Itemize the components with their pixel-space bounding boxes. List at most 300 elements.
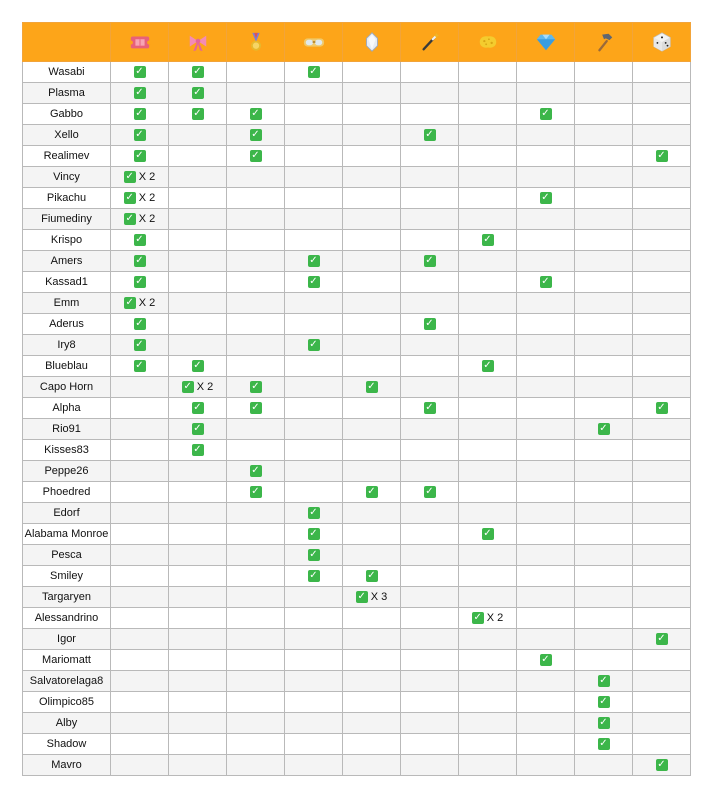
table-cell	[285, 293, 343, 314]
table-cell	[575, 482, 633, 503]
table-cell	[401, 209, 459, 230]
table-cell	[633, 608, 691, 629]
table-cell	[169, 524, 227, 545]
check-icon	[656, 402, 668, 414]
table-cell	[633, 629, 691, 650]
table-row	[23, 83, 691, 104]
table-row	[23, 104, 691, 125]
table-cell	[111, 755, 169, 776]
check-icon	[598, 738, 610, 750]
table-cell	[575, 167, 633, 188]
table-cell	[575, 125, 633, 146]
table-cell	[111, 104, 169, 125]
table-cell	[517, 440, 575, 461]
medal-icon	[227, 23, 285, 62]
check-icon	[482, 360, 494, 372]
table-cell	[575, 650, 633, 671]
check-icon	[182, 381, 194, 393]
table-row	[23, 419, 691, 440]
check-icon	[250, 486, 262, 498]
table-cell	[459, 566, 517, 587]
table-cell	[285, 251, 343, 272]
table-cell	[517, 293, 575, 314]
check-icon	[366, 381, 378, 393]
table-cell	[517, 62, 575, 83]
table-cell	[633, 503, 691, 524]
table-cell	[227, 188, 285, 209]
player-name: Shadow	[23, 734, 111, 755]
table-cell	[633, 251, 691, 272]
player-name: Wasabi	[23, 62, 111, 83]
table-cell	[575, 314, 633, 335]
table-cell	[343, 734, 401, 755]
table-cell	[575, 755, 633, 776]
player-name: Alabama Monroe	[23, 524, 111, 545]
check-icon	[192, 444, 204, 456]
table-cell	[343, 230, 401, 251]
table-cell	[111, 461, 169, 482]
table-cell	[227, 440, 285, 461]
table-cell	[633, 461, 691, 482]
table-row	[23, 251, 691, 272]
table-cell	[169, 629, 227, 650]
check-icon	[540, 654, 552, 666]
gem-icon	[517, 23, 575, 62]
table-cell	[227, 650, 285, 671]
table-cell	[517, 146, 575, 167]
table-cell	[401, 293, 459, 314]
table-cell	[401, 272, 459, 293]
table-row	[23, 608, 691, 629]
table-cell	[459, 503, 517, 524]
player-name: Pesca	[23, 545, 111, 566]
table-cell	[343, 440, 401, 461]
table-cell	[517, 356, 575, 377]
check-icon	[424, 486, 436, 498]
table-cell	[517, 125, 575, 146]
table-cell	[343, 587, 401, 608]
table-cell	[111, 545, 169, 566]
table-cell	[227, 167, 285, 188]
check-icon	[366, 486, 378, 498]
player-name: Rio91	[23, 419, 111, 440]
table-cell	[633, 587, 691, 608]
table-cell	[169, 566, 227, 587]
goggles-icon	[285, 23, 343, 62]
player-name: Capo Horn	[23, 377, 111, 398]
table-cell	[633, 377, 691, 398]
table-cell	[285, 692, 343, 713]
table-cell	[169, 503, 227, 524]
table-cell	[111, 356, 169, 377]
table-cell	[111, 587, 169, 608]
player-name: Pikachu	[23, 188, 111, 209]
table-cell	[459, 251, 517, 272]
table-cell	[575, 104, 633, 125]
table-cell	[459, 335, 517, 356]
check-icon	[598, 423, 610, 435]
table-cell	[227, 83, 285, 104]
header-row	[23, 23, 691, 62]
table-cell	[459, 734, 517, 755]
table-row	[23, 524, 691, 545]
table-cell	[111, 398, 169, 419]
table-cell	[111, 692, 169, 713]
table-row	[23, 629, 691, 650]
table-row	[23, 167, 691, 188]
table-cell	[401, 440, 459, 461]
table-cell	[111, 419, 169, 440]
table-cell	[401, 356, 459, 377]
table-cell	[285, 188, 343, 209]
check-icon	[598, 717, 610, 729]
table-cell	[575, 335, 633, 356]
table-cell	[575, 461, 633, 482]
check-icon	[124, 171, 136, 183]
table-row	[23, 461, 691, 482]
check-icon	[482, 528, 494, 540]
table-cell	[459, 524, 517, 545]
table-cell	[111, 230, 169, 251]
table-cell	[227, 104, 285, 125]
table-cell	[459, 755, 517, 776]
player-name: Xello	[23, 125, 111, 146]
table-cell	[633, 734, 691, 755]
table-cell	[401, 524, 459, 545]
table-cell	[343, 83, 401, 104]
table-cell	[575, 503, 633, 524]
player-name: Phoedred	[23, 482, 111, 503]
table-cell	[343, 503, 401, 524]
table-cell	[459, 692, 517, 713]
table-cell	[517, 755, 575, 776]
table-cell	[401, 377, 459, 398]
table-cell	[575, 713, 633, 734]
table-cell	[227, 734, 285, 755]
player-name: Smiley	[23, 566, 111, 587]
player-name: Krispo	[23, 230, 111, 251]
table-cell	[285, 167, 343, 188]
table-cell	[169, 713, 227, 734]
table-cell	[285, 755, 343, 776]
table-cell	[633, 356, 691, 377]
table-cell	[633, 62, 691, 83]
table-cell	[401, 167, 459, 188]
table-cell	[111, 146, 169, 167]
table-cell	[401, 146, 459, 167]
table-cell	[575, 608, 633, 629]
table-cell	[227, 503, 285, 524]
multiplier-text: X 2	[138, 213, 156, 226]
table-cell	[169, 398, 227, 419]
table-cell	[633, 482, 691, 503]
table-row	[23, 713, 691, 734]
table-cell	[285, 209, 343, 230]
table-cell	[575, 419, 633, 440]
table-cell	[285, 587, 343, 608]
table-cell	[227, 671, 285, 692]
check-icon	[424, 129, 436, 141]
table-cell	[285, 272, 343, 293]
table-cell	[401, 692, 459, 713]
table-cell	[401, 755, 459, 776]
table-cell	[633, 692, 691, 713]
table-cell	[401, 104, 459, 125]
table-cell	[401, 545, 459, 566]
table-cell	[227, 209, 285, 230]
check-icon	[424, 402, 436, 414]
table-cell	[227, 230, 285, 251]
check-icon	[424, 318, 436, 330]
table-cell	[343, 335, 401, 356]
table-cell	[285, 608, 343, 629]
table-cell	[285, 356, 343, 377]
table-cell	[227, 482, 285, 503]
check-icon	[250, 108, 262, 120]
table-cell	[459, 83, 517, 104]
table-cell	[343, 167, 401, 188]
table-cell	[575, 524, 633, 545]
check-icon	[124, 192, 136, 204]
check-icon	[134, 66, 146, 78]
table-cell	[343, 545, 401, 566]
check-icon	[540, 108, 552, 120]
player-name: Aderus	[23, 314, 111, 335]
table-cell	[633, 755, 691, 776]
table-cell	[459, 440, 517, 461]
table-cell	[401, 398, 459, 419]
table-cell	[517, 524, 575, 545]
table-cell	[227, 356, 285, 377]
table-cell	[343, 104, 401, 125]
table-cell	[111, 566, 169, 587]
table-cell	[227, 608, 285, 629]
table-cell	[517, 209, 575, 230]
table-cell	[169, 251, 227, 272]
table-cell	[343, 209, 401, 230]
check-icon	[540, 276, 552, 288]
table-cell	[111, 272, 169, 293]
table-cell	[517, 629, 575, 650]
table-cell	[343, 188, 401, 209]
table-cell	[459, 713, 517, 734]
check-icon	[134, 255, 146, 267]
table-cell	[633, 713, 691, 734]
check-icon	[134, 108, 146, 120]
table-cell	[227, 587, 285, 608]
table-cell	[227, 335, 285, 356]
table-cell	[459, 146, 517, 167]
check-icon	[656, 633, 668, 645]
player-name: Fiumediny	[23, 209, 111, 230]
table-cell	[575, 545, 633, 566]
table-cell	[111, 62, 169, 83]
check-icon	[250, 381, 262, 393]
table-cell	[169, 167, 227, 188]
check-icon	[308, 255, 320, 267]
table-cell	[459, 650, 517, 671]
table-cell	[633, 188, 691, 209]
table-cell	[285, 62, 343, 83]
table-cell	[343, 482, 401, 503]
table-cell	[111, 524, 169, 545]
table-cell	[633, 671, 691, 692]
table-cell	[517, 482, 575, 503]
table-cell	[401, 83, 459, 104]
check-icon	[424, 255, 436, 267]
table-cell	[517, 734, 575, 755]
table-cell	[633, 419, 691, 440]
table-cell	[633, 566, 691, 587]
sponge-icon	[459, 23, 517, 62]
table-cell	[285, 545, 343, 566]
table-cell	[401, 461, 459, 482]
player-name: Emm	[23, 293, 111, 314]
table-cell	[517, 272, 575, 293]
table-cell	[227, 461, 285, 482]
table-cell	[343, 461, 401, 482]
table-cell	[111, 83, 169, 104]
table-cell	[227, 692, 285, 713]
table-cell	[169, 482, 227, 503]
table-cell	[169, 293, 227, 314]
check-icon	[308, 339, 320, 351]
table-cell	[459, 356, 517, 377]
table-cell	[343, 398, 401, 419]
table-row	[23, 755, 691, 776]
table-cell	[633, 125, 691, 146]
table-cell	[227, 146, 285, 167]
table-cell	[517, 314, 575, 335]
table-cell	[633, 314, 691, 335]
table-cell	[401, 62, 459, 83]
check-icon	[308, 528, 320, 540]
check-icon	[192, 66, 204, 78]
multiplier-text: X 2	[138, 297, 156, 310]
player-name: Alpha	[23, 398, 111, 419]
check-icon	[356, 591, 368, 603]
magic-wand-icon	[401, 23, 459, 62]
check-icon	[192, 87, 204, 99]
table-cell	[575, 671, 633, 692]
table-cell	[575, 293, 633, 314]
table-cell	[169, 734, 227, 755]
player-name: Kisses83	[23, 440, 111, 461]
table-cell	[285, 713, 343, 734]
table-row	[23, 188, 691, 209]
table-cell	[227, 755, 285, 776]
table-cell	[575, 83, 633, 104]
table-cell	[459, 377, 517, 398]
table-cell	[169, 314, 227, 335]
ticket-icon	[111, 23, 169, 62]
table-cell	[401, 671, 459, 692]
check-icon	[308, 276, 320, 288]
check-icon	[134, 318, 146, 330]
table-cell	[401, 587, 459, 608]
table-cell	[227, 125, 285, 146]
table-row	[23, 440, 691, 461]
check-icon	[192, 360, 204, 372]
table-cell	[517, 566, 575, 587]
table-cell	[517, 230, 575, 251]
table-cell	[227, 62, 285, 83]
table-cell	[575, 440, 633, 461]
table-cell	[633, 545, 691, 566]
table-cell	[459, 608, 517, 629]
table-cell	[517, 377, 575, 398]
table-cell	[111, 251, 169, 272]
table-cell	[343, 566, 401, 587]
table-cell	[169, 188, 227, 209]
table-row	[23, 650, 691, 671]
check-icon	[134, 360, 146, 372]
header-corner	[23, 23, 111, 62]
table-cell	[343, 125, 401, 146]
crystal-icon	[343, 23, 401, 62]
table-cell	[459, 482, 517, 503]
tracking-table	[22, 22, 691, 776]
table-cell	[575, 209, 633, 230]
check-icon	[308, 66, 320, 78]
table-row	[23, 482, 691, 503]
table-cell	[343, 314, 401, 335]
player-name: Alessandrino	[23, 608, 111, 629]
table-cell	[285, 524, 343, 545]
table-cell	[111, 713, 169, 734]
table-cell	[285, 440, 343, 461]
table-cell	[285, 734, 343, 755]
table-cell	[343, 608, 401, 629]
table-cell	[575, 251, 633, 272]
table-cell	[459, 419, 517, 440]
check-icon	[134, 234, 146, 246]
table-cell	[111, 503, 169, 524]
table-cell	[227, 629, 285, 650]
player-name: Edorf	[23, 503, 111, 524]
table-cell	[517, 671, 575, 692]
table-cell	[343, 419, 401, 440]
table-cell	[343, 272, 401, 293]
table-cell	[633, 293, 691, 314]
player-name: Peppe26	[23, 461, 111, 482]
table-cell	[633, 146, 691, 167]
table-cell	[227, 398, 285, 419]
check-icon	[134, 129, 146, 141]
player-name: Igor	[23, 629, 111, 650]
table-cell	[111, 482, 169, 503]
table-row	[23, 62, 691, 83]
table-cell	[401, 734, 459, 755]
table-cell	[343, 62, 401, 83]
check-icon	[656, 759, 668, 771]
table-cell	[343, 377, 401, 398]
table-row	[23, 566, 691, 587]
check-icon	[192, 402, 204, 414]
check-icon	[124, 297, 136, 309]
table-row	[23, 398, 691, 419]
table-cell	[459, 272, 517, 293]
table-cell	[633, 440, 691, 461]
check-icon	[250, 402, 262, 414]
table-cell	[459, 104, 517, 125]
table-cell	[227, 419, 285, 440]
check-icon	[472, 612, 484, 624]
player-name: Iry8	[23, 335, 111, 356]
table-cell	[169, 608, 227, 629]
player-name: Kassad1	[23, 272, 111, 293]
table-row	[23, 293, 691, 314]
